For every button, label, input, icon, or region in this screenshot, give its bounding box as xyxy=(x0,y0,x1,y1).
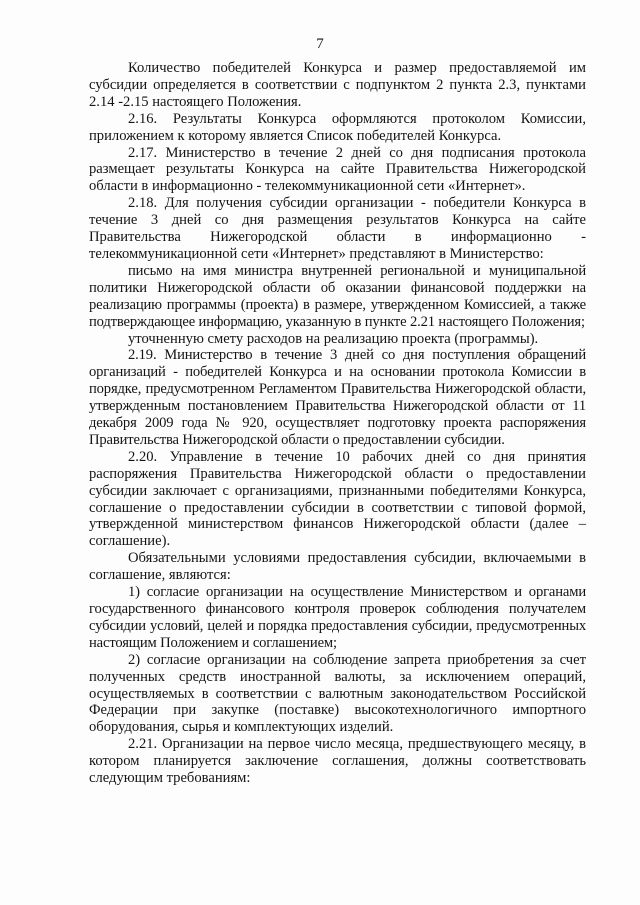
paragraph-condition-2: 2) согласие организации на соблюдение запрета приобретения за счет полученных средств иностранной валюты, за исключением операций, осуществляемых в соответствии с валютным законодательством Российской Федерации при закупке (поставке) высокотехнологичного импортного оборудования, сырья и комплектующих изделий. xyxy=(89,651,586,736)
paragraph-condition-1: 1) согласие организации на осуществление Министерством и органами государственного финансового контроля проверок соблюдения получателем субсидии условий, целей и порядка предоставления субсидии, предусмотренных настоящим Положением и соглашением; xyxy=(89,584,586,651)
paragraph-2-19: 2.19. Министерство в течение 3 дней со дня поступления обращений организаций - победителей Конкурса и на основании протокола Комиссии в порядке, предусмотренном Регламентом Правительства Нижегородской области, утвержденным постановлением Правительства Нижегородской области от 11 декабря 2009 года № 920, осуществляет подготовку проекта распоряжения Правительства Нижегородской области о предоставлении субсидии. xyxy=(89,347,586,448)
paragraph-winners-count: Количество победителей Конкурса и размер предоставляемой им субсидии определяется в соответствии с подпунктом 2 пункта 2.3, пунктами 2.14 -2.15 настоящего Положения. xyxy=(89,60,586,110)
paragraph-cost-estimate: уточненную смету расходов на реализацию проекта (программы). xyxy=(128,330,539,347)
paragraph-mandatory-conditions: Обязательными условиями предоставления субсидии, включаемыми в соглашение, являются: xyxy=(89,550,586,584)
paragraph-2-16: 2.16. Результаты Конкурса оформляются протоколом Комиссии, приложением к которому является Список победителей Конкурса. xyxy=(89,110,586,144)
page-number: 7 xyxy=(316,36,324,52)
paragraph-2-21: 2.21. Организации на первое число месяца, предшествующего месяцу, в котором планируется заключение соглашения, должны соответствовать следующим требованиям: xyxy=(89,736,586,787)
paragraph-letter-to-minister: письмо на имя министра внутренней региональной и муниципальной политики Нижегородской области об оказании финансовой поддержки на реализацию программы (проекта) в размере, утвержденном Комиссией, а также подтверждающее информацию, указанную в пункте 2.21 настоящего Положения; xyxy=(89,262,586,330)
paragraph-2-17: 2.17. Министерство в течение 2 дней со дня подписания протокола размещает результаты Конкурса на сайте Правительства Нижегородской области в информационно - телекоммуникационной сети «Интернет». xyxy=(89,144,586,195)
paragraph-2-20: 2.20. Управление в течение 10 рабочих дней со дня принятия распоряжения Правительства Нижегородской области о предоставлении субсидии заключает с организациями, признанными победителями Конкурса, соглашение о предоставлении субсидии в соответствии с типовой формой, утвержденной министерством финансов Нижегородской области (далее – соглашение). xyxy=(89,448,586,550)
paragraph-2-18: 2.18. Для получения субсидии организации - победители Конкурса в течение 3 дней со дня размещения результатов Конкурса на сайте Правительства Нижегородской области в информационно - телекоммуникационной сети «Интернет» представляют в Министерство: xyxy=(89,195,586,262)
document-body xyxy=(89,60,586,787)
